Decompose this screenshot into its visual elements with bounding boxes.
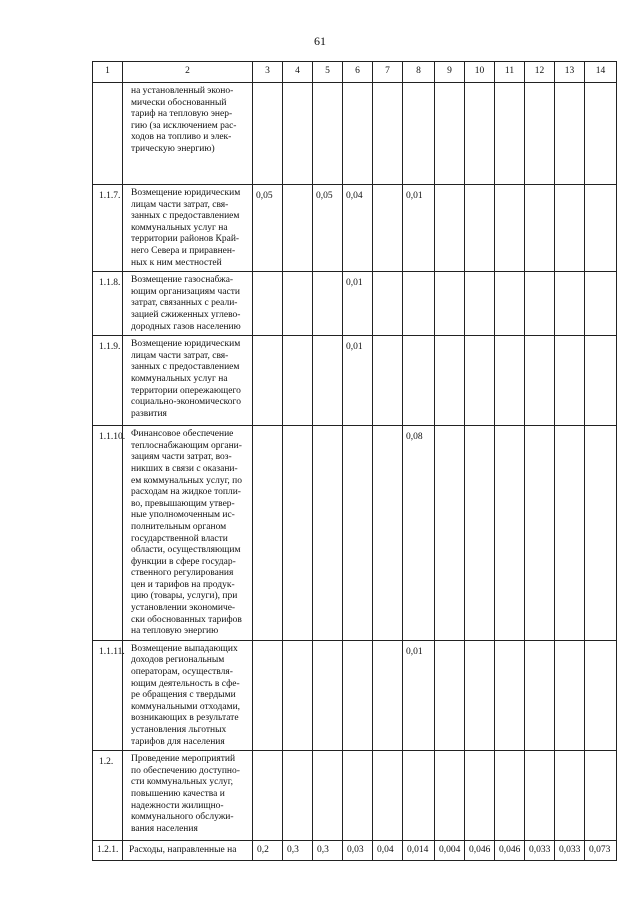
value-cell [585, 272, 617, 336]
header-row [93, 62, 617, 83]
budget-table [92, 61, 617, 861]
row-number: 1.1.8. [93, 272, 123, 336]
table-row [93, 185, 617, 272]
value-cell [343, 83, 373, 185]
value-cell [525, 83, 555, 185]
row-description: Возмещение юридическим лицам части затрат, свя- занных с предоставлением коммунальных услуг на территории районов Край- него Севера и приравнен- ных к ним местностей [123, 185, 253, 272]
value-cell: 0,046 [495, 841, 525, 861]
value-cell: 0,08 [403, 426, 435, 641]
table-row [93, 841, 617, 861]
row-number: 1.1.11. [93, 640, 123, 750]
value-cell [313, 83, 343, 185]
value-cell: 0,01 [343, 272, 373, 336]
value-cell [525, 336, 555, 426]
row-number: 1.1.9. [93, 336, 123, 426]
value-cell [283, 336, 313, 426]
page-number: 61 [314, 34, 326, 48]
value-cell [435, 83, 465, 185]
row-number: 1.1.7. [93, 185, 123, 272]
value-cell [283, 83, 313, 185]
value-cell [585, 336, 617, 426]
column-header: 2 [123, 62, 253, 83]
value-cell [525, 185, 555, 272]
column-header: 12 [525, 62, 555, 83]
value-cell [313, 336, 343, 426]
table-row [93, 751, 617, 841]
value-cell [585, 640, 617, 750]
column-header: 13 [555, 62, 585, 83]
row-description: на установленный эконо- мически обоснованный тариф на тепловую энер- гию (за исключением рас- ходов на топливо и элек- трическую энергию) [123, 83, 253, 185]
value-cell: 0,04 [343, 185, 373, 272]
column-header: 4 [283, 62, 313, 83]
value-cell [435, 185, 465, 272]
value-cell [283, 751, 313, 841]
value-cell [525, 426, 555, 641]
value-cell: 0,01 [403, 185, 435, 272]
column-header: 6 [343, 62, 373, 83]
value-cell: 0,3 [313, 841, 343, 861]
value-cell [373, 640, 403, 750]
row-number: 1.2.1. [93, 841, 123, 861]
row-number [93, 83, 123, 185]
value-cell: 0,01 [403, 640, 435, 750]
value-cell [313, 272, 343, 336]
value-cell [585, 426, 617, 641]
value-cell [435, 272, 465, 336]
column-header: 14 [585, 62, 617, 83]
value-cell [283, 640, 313, 750]
value-cell [373, 751, 403, 841]
value-cell [403, 83, 435, 185]
value-cell [253, 83, 283, 185]
value-cell [343, 640, 373, 750]
value-cell [253, 336, 283, 426]
value-cell: 0,3 [283, 841, 313, 861]
value-cell [555, 83, 585, 185]
value-cell: 0,2 [253, 841, 283, 861]
column-header: 3 [253, 62, 283, 83]
value-cell [343, 751, 373, 841]
value-cell [525, 272, 555, 336]
column-header: 10 [465, 62, 495, 83]
value-cell [465, 426, 495, 641]
table-row [93, 272, 617, 336]
value-cell [465, 640, 495, 750]
value-cell [373, 336, 403, 426]
value-cell [373, 185, 403, 272]
value-cell [253, 272, 283, 336]
value-cell [585, 185, 617, 272]
value-cell [495, 185, 525, 272]
value-cell [465, 185, 495, 272]
value-cell [283, 426, 313, 641]
value-cell: 0,05 [253, 185, 283, 272]
value-cell: 0,014 [403, 841, 435, 861]
row-description: Проведение мероприятий по обеспечению доступно- сти коммунальных услуг, повышению качества и надежности жилищно- коммунального обслужи- вания населения [123, 751, 253, 841]
table-row [93, 640, 617, 750]
value-cell [465, 272, 495, 336]
value-cell [585, 751, 617, 841]
value-cell [283, 185, 313, 272]
row-description: Финансовое обеспечение теплоснабжающим органи- зациям части затрат, воз- никших в связи с оказани- ем коммунальных услуг, по расходам на жидкое топли- во, превышающим утвер- ные уполномоченным ис- полнительным органом государственной власти области, осуществляющим функции в сфере государ- ственного регулирования цен и тарифов на продук- цию (товары, услуги), при установлении экономиче- ски обоснованных тарифов на тепловую энергию [123, 426, 253, 641]
value-cell [465, 751, 495, 841]
value-cell [373, 83, 403, 185]
value-cell [403, 751, 435, 841]
value-cell [343, 426, 373, 641]
value-cell [555, 426, 585, 641]
value-cell [525, 640, 555, 750]
value-cell: 0,033 [525, 841, 555, 861]
value-cell: 0,073 [585, 841, 617, 861]
value-cell [403, 336, 435, 426]
value-cell [555, 751, 585, 841]
value-cell [253, 426, 283, 641]
value-cell [495, 83, 525, 185]
value-cell [435, 426, 465, 641]
value-cell: 0,046 [465, 841, 495, 861]
value-cell: 0,05 [313, 185, 343, 272]
value-cell: 0,01 [343, 336, 373, 426]
value-cell [313, 751, 343, 841]
value-cell [495, 640, 525, 750]
value-cell [435, 751, 465, 841]
table-row [93, 426, 617, 641]
value-cell [495, 426, 525, 641]
value-cell [525, 751, 555, 841]
value-cell [585, 83, 617, 185]
value-cell [253, 640, 283, 750]
value-cell [253, 751, 283, 841]
value-cell [555, 272, 585, 336]
row-description: Возмещение газоснабжа- ющим организациям части затрат, связанных с реали- зацией сжиженных углево- дородных газов населению [123, 272, 253, 336]
row-description: Расходы, направленные на [123, 841, 253, 861]
value-cell [283, 272, 313, 336]
value-cell: 0,04 [373, 841, 403, 861]
column-header: 5 [313, 62, 343, 83]
row-description: Возмещение выпадающих доходов региональным операторам, осуществля- ющим деятельность в сфе- ре обращения с твердыми коммунальными отходами, возникающих в результате установления льготных тарифов для населения [123, 640, 253, 750]
value-cell [403, 272, 435, 336]
value-cell [435, 336, 465, 426]
value-cell [555, 185, 585, 272]
value-cell [435, 640, 465, 750]
value-cell: 0,004 [435, 841, 465, 861]
table-row [93, 83, 617, 185]
value-cell [465, 83, 495, 185]
value-cell [313, 640, 343, 750]
row-number: 1.2. [93, 751, 123, 841]
value-cell [495, 336, 525, 426]
row-description: Возмещение юридическим лицам части затрат, свя- занных с предоставлением коммунальных услуг на территории опережающего социально-экономического развития [123, 336, 253, 426]
value-cell [555, 640, 585, 750]
row-number: 1.1.10. [93, 426, 123, 641]
column-header: 11 [495, 62, 525, 83]
value-cell [373, 272, 403, 336]
value-cell [495, 272, 525, 336]
column-header: 7 [373, 62, 403, 83]
column-header: 8 [403, 62, 435, 83]
value-cell [373, 426, 403, 641]
value-cell [313, 426, 343, 641]
value-cell: 0,033 [555, 841, 585, 861]
column-header: 9 [435, 62, 465, 83]
table-row [93, 336, 617, 426]
value-cell [555, 336, 585, 426]
column-header: 1 [93, 62, 123, 83]
value-cell [465, 336, 495, 426]
value-cell [495, 751, 525, 841]
value-cell: 0,03 [343, 841, 373, 861]
